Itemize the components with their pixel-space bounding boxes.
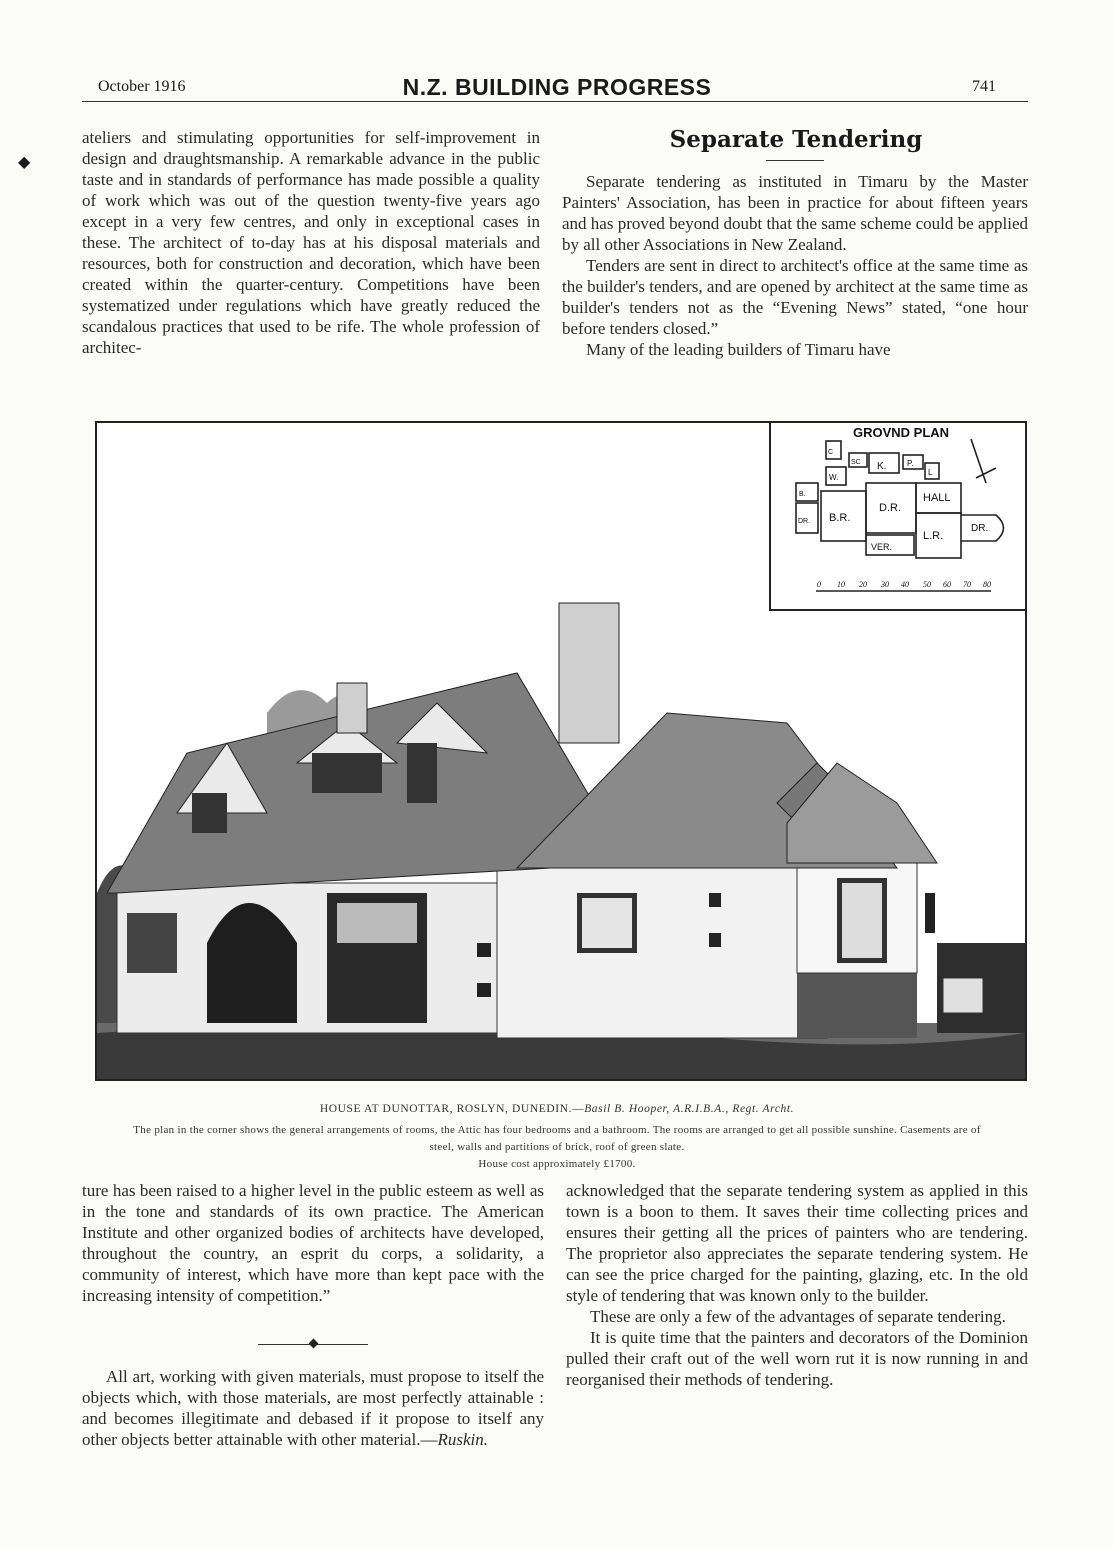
- plan-title: GROVND PLAN: [853, 425, 950, 440]
- photo-caption-body: [120, 1122, 994, 1173]
- plan-room-b: B.: [799, 491, 806, 498]
- plan-room-br: B.R.: [829, 512, 851, 524]
- quote-author: Ruskin.: [437, 1430, 488, 1449]
- photo-caption-title: [90, 1103, 1024, 1115]
- ruskin-quote: [82, 1366, 544, 1450]
- plan-room-ver: VER.: [871, 542, 893, 552]
- scale-tick: 60: [943, 580, 951, 589]
- page-number: 741: [972, 78, 996, 95]
- continued-paragraph: ateliers and stimulating opportunities for self-improvement in design and draughtsmanship. A remarkable advance in the public taste and in standards of performance has made possible a quality of work which was out of the question twenty-five years ago except in a very few centres, and only in exceptional cases in these. The architect of to-day has at his disposal materials and resources, both for construction and decoration, which have been created within the quarter-century. Competitions have been systematized under regulations which have greatly reduced the scandalous practices that used to be rife. The whole profession of architec-: [82, 128, 540, 357]
- article-paragraph-5: It is quite time that the painters and decorators of the Dominion pulled their craft out of the well worn rut it is now running in and reorganised their methods of tendering.: [566, 1328, 1028, 1389]
- caption-description: The plan in the corner shows the general arrangements of rooms, the Attic has four bedrooms and a bathroom. The rooms are arranged to get all possible sunshine. Casements are of steel, walls and partitions of brick, roof of green slate.: [133, 1124, 981, 1153]
- plan-room-dr: D.R.: [879, 502, 901, 514]
- continued-paragraph-end: ture has been raised to a higher level in the public esteem as well as in the tone and standards of its own practice. The American Institute and other organized bodies of architects have developed, throughout the country, an esprit du corps, a solidarity, a community of interest, which have more than kept pace with the increasing intensity of competition.”: [82, 1181, 544, 1305]
- issue-date: October 1916: [98, 78, 186, 95]
- caption-house-name: HOUSE AT DUNOTTAR, ROSLYN, DUNEDIN.—: [319, 1103, 585, 1115]
- article-paragraph-3-cont: acknowledged that the separate tendering system as applied in this town is a boon to them. It saves their time collecting prices and ensures their getting all the prices of painters who are tendering. The proprietor also appreciates the separate tendering system. He can see the price charged for the painting, glazing, etc. In the old style of tendering that was known only to the builder.: [566, 1181, 1028, 1305]
- caption-cost: House cost approximately £1700.: [478, 1158, 636, 1170]
- plan-room-sc: SC: [851, 459, 861, 466]
- quote-text: All art, working with given materials, must propose to itself the objects which, with those materials, are most perfectly attainable : and becomes illegitimate and debased if it propose to itself any other objects better attainable with other material.—: [82, 1367, 544, 1449]
- scale-tick: 0: [817, 580, 821, 589]
- caption-architect: Basil B. Hooper, A.R.I.B.A., Regt. Archt.: [584, 1103, 795, 1115]
- scale-tick: 80: [983, 580, 991, 589]
- article-paragraph-1: Separate tendering as instituted in Timaru by the Master Painters' Association, has been in practice for about fifteen years and has proved beyond doubt that the same scheme could be applied by all other Associations in New Zealand.: [562, 172, 1028, 254]
- article-title: Separate Tendering: [669, 126, 923, 153]
- scale-tick: 20: [859, 580, 867, 589]
- journal-title: N.Z. BUILDING PROGRESS: [402, 74, 712, 100]
- ground-plan-inset: [769, 423, 1027, 611]
- right-column-top: [562, 171, 1028, 360]
- plan-room-dr-small: DR.: [798, 518, 811, 525]
- title-rule: [766, 160, 824, 161]
- plan-room-hall: HALL: [923, 492, 951, 504]
- plan-room-k: K.: [877, 461, 887, 472]
- article-paragraph-4: These are only a few of the advantages of separate tendering.: [590, 1307, 1006, 1326]
- scale-tick: 10: [837, 580, 845, 589]
- scale-tick: 50: [923, 580, 931, 589]
- plan-room-dr-right: DR.: [971, 523, 989, 534]
- left-column-top: [82, 127, 540, 358]
- header-rule: [82, 101, 1028, 102]
- divider-ornament-icon: [309, 1339, 319, 1349]
- house-photograph: [95, 421, 1027, 1081]
- scale-tick: 40: [901, 580, 909, 589]
- plan-room-l: L: [928, 468, 933, 477]
- ground-plan-drawing: [771, 423, 1027, 609]
- scale-tick: 70: [963, 580, 971, 589]
- left-column-bottom: [82, 1180, 544, 1306]
- plan-room-lr: L.R.: [923, 530, 944, 542]
- plan-room-c: C: [828, 449, 834, 456]
- plan-room-w: W.: [829, 473, 839, 482]
- scale-tick: 30: [881, 580, 889, 589]
- right-column-bottom: [566, 1180, 1028, 1390]
- plan-room-p: P.: [907, 459, 914, 468]
- margin-mark-icon: ◆: [18, 152, 31, 171]
- article-paragraph-3-start: Many of the leading builders of Timaru have: [586, 340, 891, 359]
- article-paragraph-2: Tenders are sent in direct to architect's office at the same time as the builder's tenders, and are opened by architect at the same time as builder's tenders not as the “Evening News” stated, “one hour before tenders closed.”: [562, 256, 1028, 338]
